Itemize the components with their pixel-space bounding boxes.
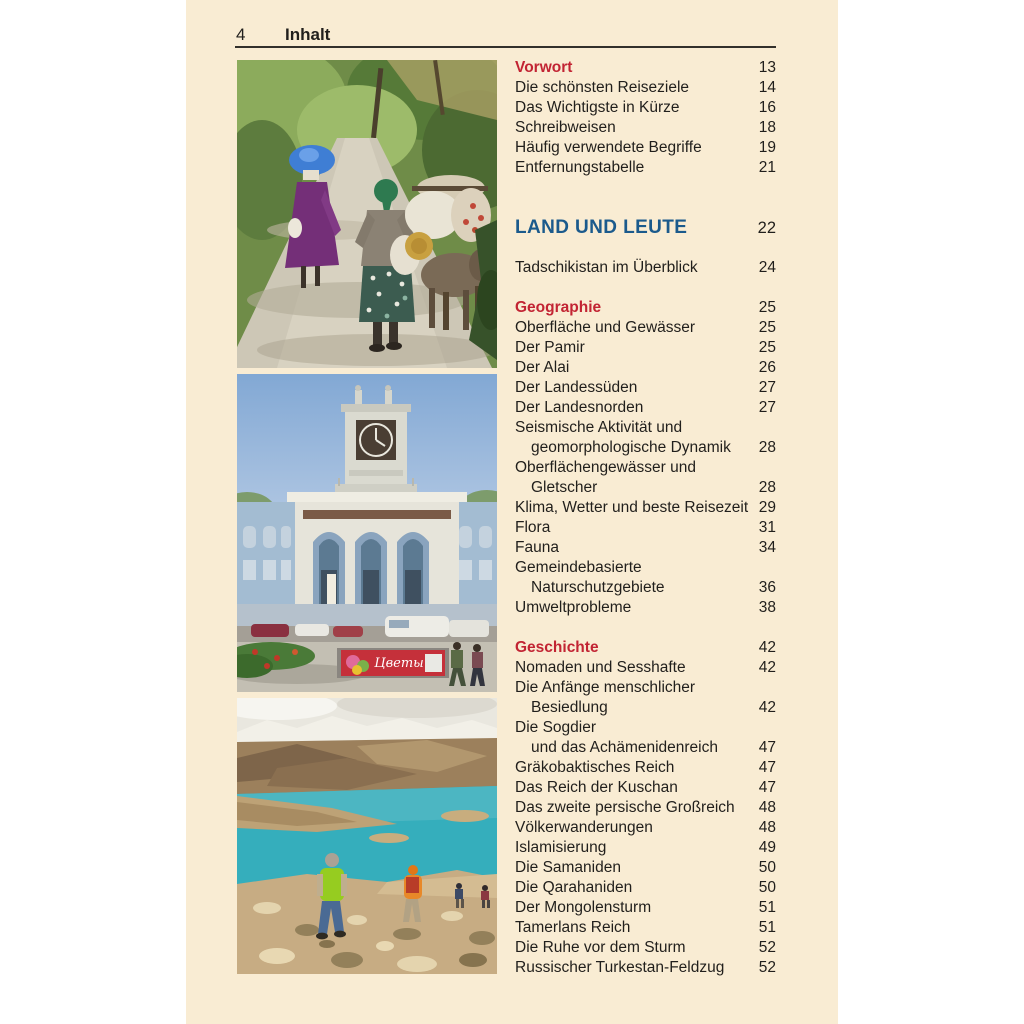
toc-entry-page: 48 xyxy=(758,799,776,816)
toc-entry xyxy=(515,638,776,658)
toc-entry-page: 29 xyxy=(758,499,776,516)
toc-entry-label: Schreibweisen xyxy=(515,119,616,136)
toc-entry xyxy=(515,398,776,418)
toc-entry xyxy=(515,798,776,818)
toc-entry-label: Gemeindebasierte xyxy=(515,559,642,576)
toc-entry-label: Fauna xyxy=(515,539,559,556)
toc-entry xyxy=(515,918,776,938)
toc-entry xyxy=(515,438,776,458)
toc-entry-page: 36 xyxy=(758,579,776,596)
toc-entry xyxy=(515,358,776,378)
building-illustration xyxy=(237,374,497,692)
toc-entry-page: 42 xyxy=(758,699,776,716)
toc-entry xyxy=(515,338,776,358)
toc-entry xyxy=(515,298,776,318)
toc-entry xyxy=(515,938,776,958)
toc-entry-page: 19 xyxy=(758,139,776,156)
toc-entry-page: 14 xyxy=(758,79,776,96)
toc-entry-label: Geschichte xyxy=(515,639,599,656)
header-rule xyxy=(235,46,776,48)
toc-entry-label: Die schönsten Reiseziele xyxy=(515,79,690,96)
banner-text: Цветы xyxy=(374,656,424,671)
toc-entry xyxy=(515,718,776,738)
toc-entry-page: 38 xyxy=(758,599,776,616)
toc-entry-page: 26 xyxy=(758,359,776,376)
toc-entry xyxy=(515,838,776,858)
toc-entry-label: Tadschikistan im Überblick xyxy=(515,259,698,276)
toc-entry xyxy=(515,218,776,238)
lake-illustration xyxy=(237,698,497,974)
toc-entry xyxy=(515,678,776,698)
page-number: 4 xyxy=(236,25,246,44)
toc-entry-page: 22 xyxy=(757,219,776,237)
toc-entry-page: 25 xyxy=(758,319,776,336)
toc-entry-page: 47 xyxy=(758,779,776,796)
toc-entry-label: Geographie xyxy=(515,299,602,316)
toc-entry-label: Gletscher xyxy=(531,479,598,496)
toc-entry-label: Seismische Aktivität und xyxy=(515,419,683,436)
toc-entry xyxy=(515,758,776,778)
toc-entry xyxy=(515,498,776,518)
toc-entry xyxy=(515,98,776,118)
toc-entry-label: Flora xyxy=(515,519,551,536)
toc-entry xyxy=(515,878,776,898)
toc-entry-page: 50 xyxy=(758,859,776,876)
toc-entry-page: 31 xyxy=(758,519,776,536)
toc-entry-label: Die Samaniden xyxy=(515,859,621,876)
toc-entry-label: Besiedlung xyxy=(531,699,608,716)
toc-entry-label: Vorwort xyxy=(515,59,573,76)
toc-entry xyxy=(515,58,776,78)
toc-entry-label: Die Anfänge menschlicher xyxy=(515,679,696,696)
toc-entry-page: 47 xyxy=(758,759,776,776)
toc-entry-page: 28 xyxy=(758,439,776,456)
building-facade xyxy=(237,492,497,626)
photo-trail-scene xyxy=(237,60,497,368)
toc-entry-label: Die Qarahaniden xyxy=(515,879,633,896)
toc-entry xyxy=(515,958,776,978)
toc-entry-label: Der Mongolensturm xyxy=(515,899,652,916)
photo-lake-hikers xyxy=(237,698,497,974)
toc-entry xyxy=(515,858,776,878)
toc-entry xyxy=(515,458,776,478)
toc-entry-page: 42 xyxy=(758,659,776,676)
toc-entry-label: Umweltprobleme xyxy=(515,599,632,616)
toc-entry xyxy=(515,658,776,678)
toc-entry-label: Gräkobaktisches Reich xyxy=(515,759,675,776)
toc-entry-label: Naturschutzgebiete xyxy=(531,579,665,596)
toc-entry-label: Häufig verwendete Begriffe xyxy=(515,139,702,156)
toc-entry xyxy=(515,538,776,558)
toc-entry-page: 27 xyxy=(758,379,776,396)
toc-entry-page: 24 xyxy=(758,259,776,276)
toc-entry-page: 52 xyxy=(758,939,776,956)
toc-entry-page: 25 xyxy=(758,339,776,356)
toc-entry xyxy=(515,158,776,178)
toc-entry xyxy=(515,578,776,598)
toc-entry xyxy=(515,118,776,138)
toc-entry-page: 27 xyxy=(758,399,776,416)
toc-entry-label: Der Landessüden xyxy=(515,379,638,396)
toc-entry-label: Oberfläche und Gewässer xyxy=(515,319,696,336)
toc-entry-page: 21 xyxy=(758,159,776,176)
toc-entry-page: 34 xyxy=(758,539,776,556)
book-page xyxy=(186,0,838,1024)
toc-entry xyxy=(515,898,776,918)
toc-entry xyxy=(515,258,776,278)
toc-entry-label: Klima, Wetter und beste Reisezeit xyxy=(515,499,749,516)
toc-entry xyxy=(515,698,776,718)
toc-entry-page: 13 xyxy=(758,59,776,76)
toc-entry-page: 50 xyxy=(758,879,776,896)
toc-entry-label: Russischer Turkestan-Feldzug xyxy=(515,959,725,976)
toc-entry-label: Das Reich der Kuschan xyxy=(515,779,678,796)
toc-entry-label: und das Achämenidenreich xyxy=(531,739,718,756)
toc-entry xyxy=(515,558,776,578)
toc-entry-label: Tamerlans Reich xyxy=(515,919,631,936)
toc-entry-label: Entfernungstabelle xyxy=(515,159,645,176)
toc-entry-label: Völkerwanderungen xyxy=(515,819,653,836)
toc-entry-label: Der Landesnorden xyxy=(515,399,644,416)
toc-entry xyxy=(515,818,776,838)
toc-entry-page: 25 xyxy=(758,299,776,316)
toc-entry-page: 18 xyxy=(758,119,776,136)
toc-entry-label: Das Wichtigste in Kürze xyxy=(515,99,680,116)
toc-entry-label: Nomaden und Sesshafte xyxy=(515,659,686,676)
toc-entry xyxy=(515,778,776,798)
toc-entry-page: 48 xyxy=(758,819,776,836)
toc-entry-label: Der Pamir xyxy=(515,339,585,356)
toc-entry-label: Oberflächengewässer und xyxy=(515,459,696,476)
plaza-foreground xyxy=(237,642,497,692)
toc-entry xyxy=(515,318,776,338)
toc-entry xyxy=(515,598,776,618)
toc-entry xyxy=(515,378,776,398)
toc-block-ueberblick xyxy=(515,258,776,278)
toc-entry-page: 16 xyxy=(758,99,776,116)
toc-entry-label: Islamisierung xyxy=(515,839,607,856)
flower-shop-banner xyxy=(341,650,445,676)
toc-block-chapter-land-und-leute xyxy=(515,218,776,238)
toc-entry xyxy=(515,418,776,438)
toc-entry-label: geomorphologische Dynamik xyxy=(531,439,731,456)
toc-entry-page: 51 xyxy=(758,919,776,936)
toc-entry xyxy=(515,138,776,158)
toc-entry-page: 47 xyxy=(758,739,776,756)
toc-block-geschichte xyxy=(515,638,776,978)
toc-entry xyxy=(515,518,776,538)
toc-entry-label: LAND UND LEUTE xyxy=(515,217,688,238)
toc-entry xyxy=(515,78,776,98)
toc-entry-page: 51 xyxy=(758,899,776,916)
toc-entry-label: Die Sogdier xyxy=(515,719,596,736)
clock-icon xyxy=(356,420,396,460)
toc-entry-page: 42 xyxy=(758,639,776,656)
toc-entry-page: 49 xyxy=(758,839,776,856)
toc-entry-page: 28 xyxy=(758,479,776,496)
toc-block-front-matter xyxy=(515,58,776,178)
header-title: Inhalt xyxy=(285,25,331,44)
toc-entry-label: Die Ruhe vor dem Sturm xyxy=(515,939,686,956)
table-of-contents xyxy=(515,58,776,978)
toc-entry xyxy=(515,478,776,498)
toc-block-geographie xyxy=(515,298,776,618)
trail-scene-illustration xyxy=(237,60,497,368)
toc-entry xyxy=(515,738,776,758)
toc-entry-label: Das zweite persische Großreich xyxy=(515,799,735,816)
toc-entry-page: 52 xyxy=(758,959,776,976)
toc-entry-label: Der Alai xyxy=(515,359,570,376)
photo-clock-tower-building xyxy=(237,374,497,692)
